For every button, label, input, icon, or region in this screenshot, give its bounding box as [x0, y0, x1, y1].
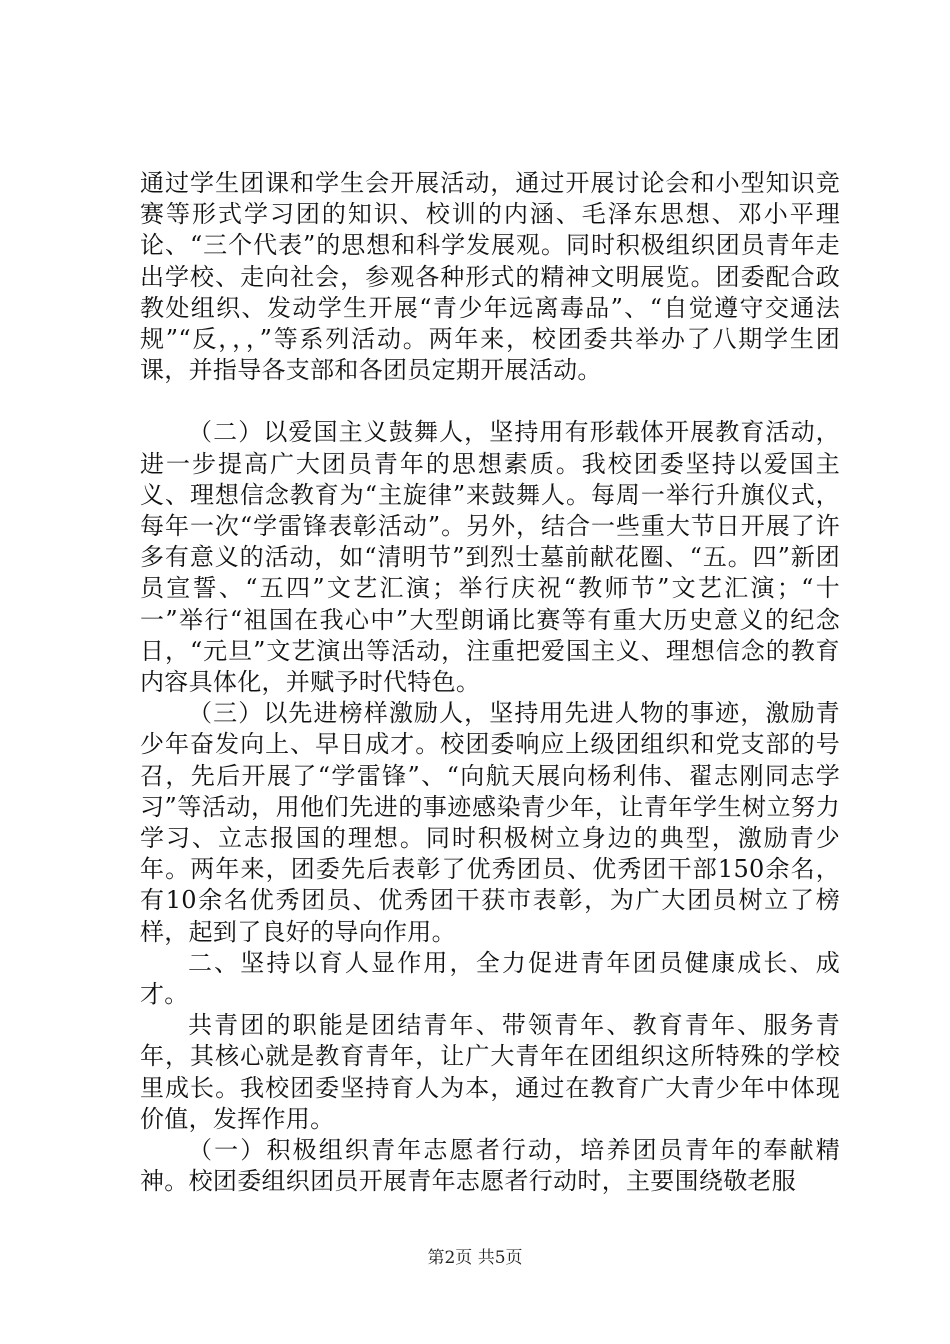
paragraph-3: （三）以先进榜样激励人，坚持用先进人物的事迹，激励青少年奋发向上、早日成才。校团委响应上级团组织和党支部的号召，先后开展了“学雷锋”、“向航天展向杨利伟、翟志刚同志学习”等活动，用他们先进的事迹感染青少年，让青年学生树立努力学习、立志报国的理想。同时积极树立身边的典型，激励青少年。两年来，团委先后表彰了优秀团员、优秀团干部150余名，有10余名优秀团员、优秀团干获市表彰，为广大团员树立了榜样，起到了良好的导向作用。 — [140, 699, 840, 946]
paragraph-2: （二）以爱国主义鼓舞人，坚持用有形载体开展教育活动，进一步提高广大团员青年的思想素质。我校团委坚持以爱国主义、理想信念教育为“主旋律”来鼓舞人。每周一举行升旗仪式，每年一次“学雷锋表彰活动”。另外，结合一些重大节日开展了许多有意义的活动，如“清明节”到烈士墓前献花圈、“五。四”新团员宣誓、“五四”文艺汇演；举行庆祝“教师节”文艺汇演；“十一”举行“祖国在我心中”大型朗诵比赛等有重大历史意义的纪念日，“元旦”文艺演出等活动，注重把爱国主义、理想信念的教育内容具体化，并赋予时代特色。 — [140, 418, 840, 697]
paragraph-4: 共青团的职能是团结青年、带领青年、教育青年、服务青年，其核心就是教育青年，让广大青年在团组织这所特殊的学校里成长。我校团委坚持育人为本，通过在教育广大青少年中体现价值，发挥作用。 — [140, 1011, 840, 1133]
section-heading-2: 二、坚持以育人显作用，全力促进青年团员健康成长、成才。 — [140, 948, 840, 1009]
paragraph-1: 通过学生团课和学生会开展活动，通过开展讨论会和小型知识竞赛等形式学习团的知识、校训的内涵、毛泽东思想、邓小平理论、“三个代表”的思想和科学发展观。同时积极组织团员青年走出学校、走向社会，参观各种形式的精神文明展览。团委配合政教处组织、发动学生开展“青少年远离毒品”、“自觉遵守交通法规”“反，，，”等系列活动。两年来，校团委共举办了八期学生团课，并指导各支部和各团员定期开展活动。 — [140, 169, 840, 385]
paragraph-5: （一）积极组织青年志愿者行动，培养团员青年的奉献精神。校团委组织团员开展青年志愿者行动时，主要围绕敬老服 — [140, 1136, 840, 1196]
page-number-footer: 第2页 共5页 — [427, 1248, 523, 1268]
document-body — [140, 168, 840, 1198]
